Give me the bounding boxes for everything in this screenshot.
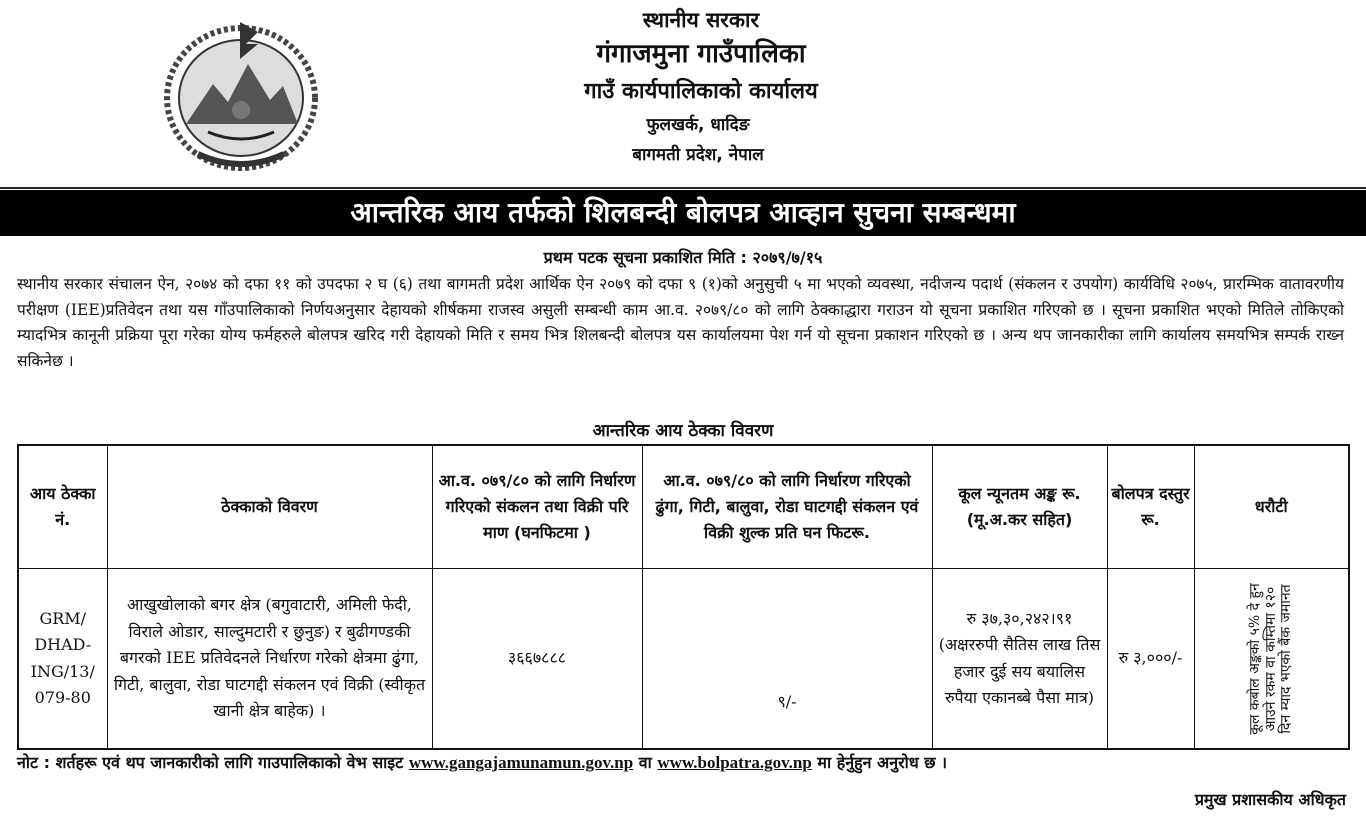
col-header-contract-no: आय ठेक्का नं. bbox=[18, 445, 107, 569]
header-municipality-name: गंगाजमुना गाउँपालिका bbox=[596, 39, 806, 69]
signature-title: प्रमुख प्रशासकीय अधिकृत bbox=[1194, 790, 1346, 809]
header-line-1: स्थानीय सरकार bbox=[642, 8, 760, 32]
header-province: बागमती प्रदेश, नेपाल bbox=[632, 145, 764, 165]
cell-deposit bbox=[1194, 569, 1349, 750]
notice-header bbox=[0, 0, 1366, 189]
notice-body: स्थानीय सरकार संचालन ऐन, २०७४ को दफा ११ को उपदफा २ घ (६) तथा बागमती प्रदेश आर्थिक ऐन २०७९ को दफा ९ (१)को अनुसुची ५ मा भएको व्यवस्था, नदीजन्य पदार्थ (संकलन र उपयोग) कार्यविधि २०७५, प्रारम्भिक वातावरणीय परीक्षण (IEE)प्रतिवेदन तथा यस गाँउपालिकाको निर्णयअनुसार देहायको शीर्षकमा राजस्व असुली सम्बन्धी काम आ.व. २०७९/८० को लागि ठेक्काद्धारा गराउन यो सूचना प्रकाशित गरिएको छ । सूचना प्रकाशित भएको मितिले तोकिएको म्यादभित्र कानूनी प्रक्रिया पूरा गरेका योग्य फर्महरुले बोलपत्र खरिद गरी देहायको मिति र समय भित्र शिलबन्दी बोलपत्र यस कार्यालयमा पेश गर्न यो सूचना प्रकाशन गरिएको छ । अन्य थप जानकारीका लागि कार्यालय समयभित्र सम्पर्क राख्न सकिनेछ । bbox=[17, 275, 1344, 370]
note-prefix: नोट : शर्तहरू एवं थप जानकारीको लागि गाउपालिकाको वेभ साइट bbox=[17, 753, 404, 772]
col-header-quantity: आ.व. ०७९/८० को लागि निर्धारण गरिएको संकलन तथा विक्री परि माण (घनफिटमा ) bbox=[432, 445, 642, 569]
website-link-bolpatra[interactable]: www.bolpatra.gov.np bbox=[657, 753, 812, 772]
table-row bbox=[18, 569, 1349, 750]
cell-total: रु ३७,३०,२४२।९१ (अक्षररुपी सैतिस लाख तिस हजार दुई सय बयालिस रुपैया एकानब्बे पैसा मात्र) bbox=[932, 569, 1107, 750]
col-header-total: कूल न्यूनतम अङ्क रू. (मू.अ.कर सहित) bbox=[932, 445, 1107, 569]
cell-contract-no: GRM/ DHAD- ING/13/ 079-80 bbox=[18, 569, 107, 750]
publication-date: प्रथम पटक सूचना प्रकाशित मिति : २०७९/७/१५ bbox=[543, 248, 823, 267]
note-mid: वा bbox=[638, 753, 652, 772]
cell-quantity: ३६६७८८८ bbox=[432, 569, 642, 750]
cell-description: आखुखोलाको बगर क्षेत्र (बगुवाटारी, अमिली फेदी, विराले ओडार, साल्दुमटारी र छुनुङ) र बुढीगण्डकी बगरको IEE प्रतिवेदनले निर्धारण गरेको क्षेत्रमा ढुंगा, गिटी, बालुवा, रोडा घाटगद्दी संकलन एवं विक्री (स्वीकृत खानी क्षेत्र बाहेक) । bbox=[107, 569, 432, 750]
table-title: आन्तरिक आय ठेक्का विवरण bbox=[592, 421, 774, 441]
col-header-fee: बोलपत्र दस्तुर रू. bbox=[1107, 445, 1194, 569]
notice-banner-title: आन्तरिक आय तर्फको शिलबन्दी बोलपत्र आव्हान सुचना सम्बन्धमा bbox=[0, 190, 1366, 236]
footer-note bbox=[17, 751, 1346, 773]
header-office-name: गाउँ कार्यपालिकाको कार्यालय bbox=[584, 79, 818, 104]
col-header-deposit: धरौटी bbox=[1194, 445, 1349, 569]
header-address: फुलखर्क, धादिङ bbox=[646, 115, 750, 135]
table-header-row bbox=[18, 445, 1349, 569]
contract-table bbox=[17, 444, 1350, 750]
col-header-description: ठेक्काको विवरण bbox=[107, 445, 432, 569]
note-suffix: मा हेर्नुहुन अनुरोध छ । bbox=[817, 753, 948, 772]
col-header-rate: आ.व. ०७९/८० को लागि निर्धारण गरिएको ढुंगा, गिटी, बालुवा, रोडा घाटगद्दी संकलन एवं विक्री शुल्क प्रति घन फिटरू. bbox=[642, 445, 932, 569]
deposit-text: कूल कबोल अङ्कको ५% दे हुन आउने रकम वा कम्तिमा १२० दिन म्याद भएको बैंक जमानत bbox=[1247, 582, 1294, 735]
cell-fee: रु ३,०००/- bbox=[1107, 569, 1194, 750]
cell-rate: ९/- bbox=[642, 569, 932, 750]
website-link-municipality[interactable]: www.gangajamunamun.gov.np bbox=[408, 753, 634, 772]
